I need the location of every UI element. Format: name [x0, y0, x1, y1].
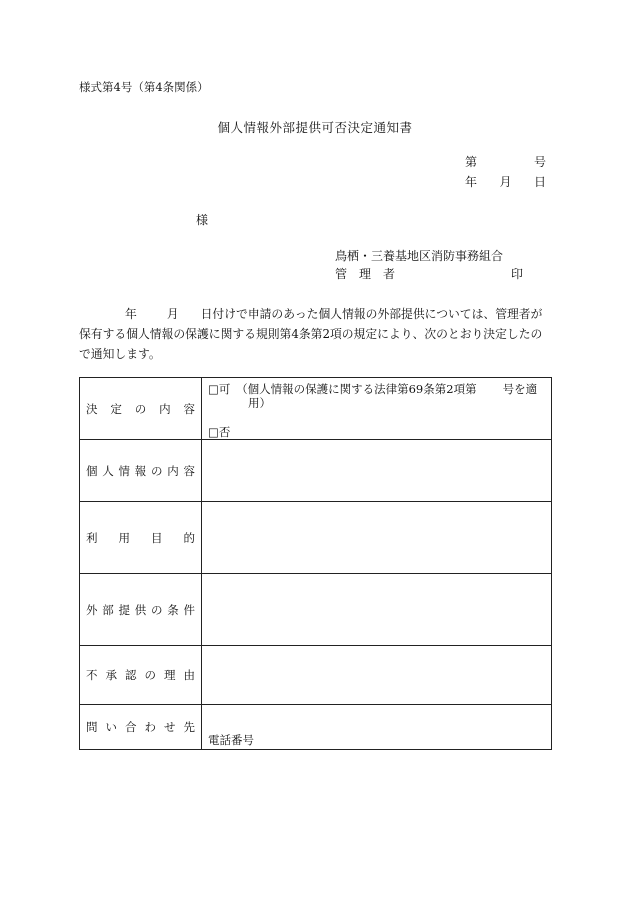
- contact-cell[interactable]: [202, 705, 552, 750]
- phone-label: 電話番号: [208, 733, 254, 747]
- date-line: [465, 176, 546, 188]
- issuer-title-char: 管: [335, 267, 348, 281]
- label-char: 人: [102, 463, 114, 478]
- purpose-cell[interactable]: [202, 502, 552, 574]
- label-char: い: [105, 720, 117, 734]
- seal-mark: 印: [510, 267, 523, 281]
- label-char: 決: [86, 401, 98, 416]
- document-number-line: [465, 156, 546, 168]
- body-month: 月: [166, 307, 179, 321]
- decision-cell: [202, 378, 552, 440]
- label-char: 内: [159, 401, 171, 416]
- label-char: 件: [183, 602, 195, 617]
- label-char: 報: [134, 463, 147, 478]
- label-char: 由: [183, 668, 195, 682]
- deny-option[interactable]: □否: [208, 425, 231, 439]
- doc-no-suffix: 号: [533, 155, 546, 169]
- label-char: 個: [86, 463, 98, 478]
- body-year: 年: [125, 307, 137, 321]
- approve-text-tail: 号を適: [502, 382, 538, 396]
- row-label-purpose: [80, 502, 202, 574]
- date-year: 年: [465, 175, 478, 189]
- date-month: 月: [499, 175, 512, 189]
- table-row: [80, 646, 552, 705]
- issuer-title-char: 者: [382, 267, 395, 281]
- issuer-organization: 鳥栖・三養基地区消防事務組合: [335, 249, 504, 263]
- row-label-contact: [80, 705, 202, 750]
- issuer-title-char: 理: [358, 267, 371, 281]
- table-row: [80, 440, 552, 502]
- row-label-rejection-reason: [80, 646, 202, 705]
- label-char: 部: [102, 602, 114, 617]
- conditions-cell[interactable]: [202, 574, 552, 646]
- label-char: の: [144, 668, 156, 682]
- document-title: 個人情報外部提供可否決定通知書: [217, 120, 413, 135]
- label-char: 内: [167, 463, 179, 478]
- label-char: わ: [144, 720, 156, 734]
- table-row: [80, 378, 552, 440]
- form-number: 様式第4号（第4条関係）: [79, 80, 209, 94]
- label-char: 容: [183, 463, 195, 478]
- label-char: 利: [86, 530, 98, 545]
- addressee-suffix: 様: [196, 213, 209, 227]
- info-content-cell[interactable]: [202, 440, 552, 502]
- label-char: の: [151, 602, 163, 617]
- label-char: 外: [86, 602, 98, 617]
- label-char: 目: [151, 530, 163, 545]
- decision-table: [79, 377, 552, 750]
- approve-text: □可 （個人情報の保護に関する法律第69条第2項第: [208, 382, 477, 396]
- notice-body: [79, 304, 551, 364]
- label-char: 用: [118, 530, 130, 545]
- doc-no-prefix: 第: [465, 155, 478, 169]
- label-char: 的: [183, 530, 195, 545]
- date-day: 日: [533, 175, 546, 189]
- table-row: [80, 502, 552, 574]
- label-char: 供: [134, 602, 147, 617]
- label-char: 提: [118, 602, 130, 617]
- label-char: 定: [110, 401, 122, 416]
- label-char: 先: [183, 720, 195, 734]
- label-char: 承: [105, 668, 117, 682]
- body-text: 日付けで申請のあった個人情報の外部提供については、管理者が保有する個人情報の保護に関する規則第4条第2項の規定により、次のとおり決定したので通知します。: [79, 307, 543, 361]
- label-char: 理: [164, 668, 176, 682]
- issuer-manager-line: [335, 268, 523, 280]
- table-row: [80, 574, 552, 646]
- row-label-info-content: [80, 440, 202, 502]
- row-label-decision: [80, 378, 202, 440]
- label-char: 問: [86, 720, 98, 734]
- row-label-conditions: [80, 574, 202, 646]
- label-char: 容: [183, 401, 195, 416]
- approve-text-cont: 用）: [248, 396, 271, 410]
- label-char: 条: [167, 602, 179, 617]
- issuer-title: [335, 268, 395, 280]
- label-char: の: [134, 401, 147, 416]
- label-char: 不: [86, 668, 98, 682]
- label-char: 認: [125, 668, 137, 682]
- label-char: せ: [164, 720, 176, 734]
- rejection-reason-cell[interactable]: [202, 646, 552, 705]
- table-row: [80, 705, 552, 750]
- label-char: 情: [118, 463, 130, 478]
- label-char: の: [151, 463, 163, 478]
- label-char: 合: [125, 720, 137, 734]
